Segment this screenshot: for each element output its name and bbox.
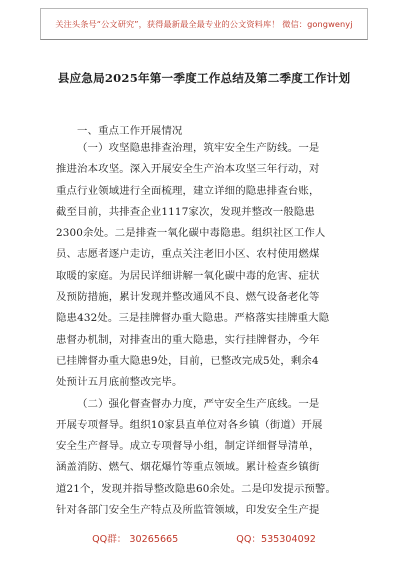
footer-qq-contact: QQ：535304092 xyxy=(236,534,316,545)
section-heading: 一、重点工作开展情况 xyxy=(77,125,183,137)
document-title: 县应急局2025年第一季度工作总结及第二季度工作计划 xyxy=(57,71,351,85)
paragraph-line: 员、志愿者逐户走访，重点关注老旧小区、农村使用燃煤 xyxy=(56,248,320,261)
banner-text: 关注头条号“公文研究”，获得最新最全最专业的公文资料库！ 微信：gongwenyj xyxy=(55,18,353,29)
paragraph-line: 安全生产督导。成立专项督导小组，制定详细督导清单， xyxy=(56,440,320,453)
paragraph-line: 及预防措施，累计发现并整改通风不良、燃气设备老化等 xyxy=(56,291,320,304)
paragraph-line: 取暖的家庭。为居民详细讲解一氧化碳中毒的危害、症状 xyxy=(56,269,320,282)
paragraph-line: 开展专项督导。组织10家县直单位对各乡镇（街道）开展 xyxy=(56,418,323,431)
paragraph-line: 重点行业领域进行全面梳理，建立详细的隐患排查台账， xyxy=(56,184,320,197)
paragraph-line: 隐患432处。三是挂牌督办重大隐患。严格落实挂牌重大隐 xyxy=(56,312,330,325)
paragraph-line: 2300余处。二是排查一氧化碳中毒隐患。组织社区工作人 xyxy=(56,227,326,240)
footer xyxy=(0,531,408,545)
paragraph-line: 推进治本攻坚。深入开展安全生产治本攻坚三年行动，对 xyxy=(56,163,320,176)
header-banner xyxy=(40,8,368,40)
paragraph-line: 道21个，发现并指导整改隐患60余处。二是印发提示预警。 xyxy=(56,482,337,495)
paragraph-line: 针对各部门安全生产特点及所监管领域，印发安全生产提 xyxy=(56,504,320,517)
paragraph-line: 已挂牌督办重大隐患9处，目前，已整改完成5处，剩余4 xyxy=(56,354,319,367)
paragraph-line: 患督办机制，对排查出的重大隐患，实行挂牌督办，今年 xyxy=(56,333,320,346)
paragraph-line: （二）强化督查督办力度，严守安全生产底线。一是 xyxy=(77,397,320,410)
paragraph-line: 处预计五月底前整改完毕。 xyxy=(56,376,183,389)
document-body xyxy=(56,138,356,521)
footer-qq-group: QQ群： 30265665 xyxy=(92,534,179,545)
paragraph-line: （一）攻坚隐患排查治理，筑牢安全生产防线。一是 xyxy=(77,142,320,154)
paragraph-line: 截至目前，共排查企业1117家次，发现并整改一般隐患 xyxy=(56,205,315,218)
paragraph-line: 涵盖消防、燃气、烟花爆竹等重点领域。累计检查乡镇街 xyxy=(56,461,320,474)
